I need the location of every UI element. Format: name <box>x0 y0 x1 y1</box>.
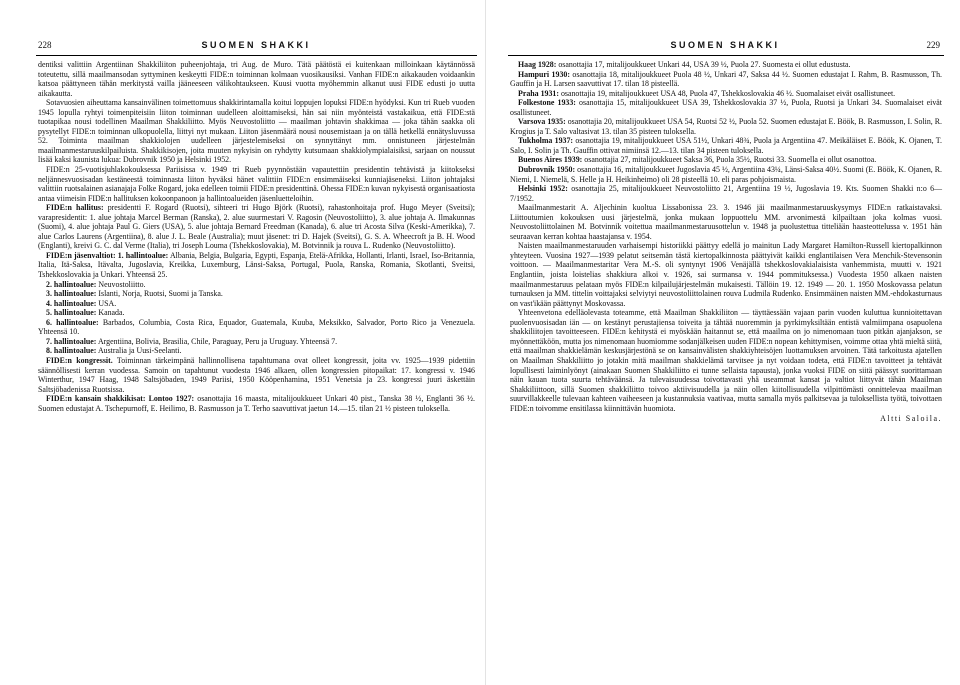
paragraph-lead: 3. hallintoalue: <box>46 289 97 299</box>
left-paragraph <box>38 299 475 309</box>
paragraph-lead: 6. hallintoalue: <box>46 317 99 327</box>
paragraph-text: Islanti, Norja, Ruotsi, Suomi ja Tanska. <box>98 289 223 299</box>
right-paragraph <box>510 70 942 89</box>
paragraph-lead: 5. hallintoalue: <box>46 308 97 318</box>
paragraph-text: osanottajia 27, mitalijoukkueet Saksa 36, Puola 35½, Ruotsi 33. Suomella ei ollut osanottoa. <box>584 155 877 165</box>
paragraph-text: dentiksi valittiin Argentiinan Shakkiliiton puheenjohtaja, tri Aug. de Muro. Tätä päätöstä ei kuitenkaan milloinkaan käytännössä toteutettu, sillä maailmansodan syttyminen keskeytti FIDE:n toiminnan kolmaan vuosikausiksi. Vanhan FIDE:n aikakauden voidaankin katsoa päättyneen tähän merkitystä vailla jääneeseen välikohtaukseen. Kuusi vuotta myöhemmin alkanut uusi FIDE edusti jo uutta aikakautta. <box>38 60 475 98</box>
right-paragraph <box>510 155 942 165</box>
left-paragraph <box>38 356 475 394</box>
paragraph-text: osanottajia 16 maasta, mitalijoukkueet Unkari 40 pist., Tanska 38 ½, Englanti 36 ½. Suomen edustajat A. Tschepurnoff, E. Heilimo, B. Rasmusson ja T. Terho saavuttivat jaetun 14.—15. tilan 21 ½ pisteen tuloksella. <box>38 394 475 413</box>
paragraph-lead: Dubrovnik 1950: <box>518 165 576 175</box>
paragraph-lead: Tukholma 1937: <box>518 136 574 146</box>
right-running-title: SUOMEN SHAKKI <box>670 40 780 50</box>
left-paragraph <box>38 308 475 318</box>
paragraph-lead: FIDE:n kansain shakkikisat: Lontoo 1927: <box>46 394 195 404</box>
left-paragraph <box>38 165 475 203</box>
left-paragraph <box>38 280 475 290</box>
right-page-number: 229 <box>926 40 940 50</box>
left-running-title: SUOMEN SHAKKI <box>201 40 311 50</box>
paragraph-text: USA. <box>98 298 117 308</box>
paragraph-text: Australia ja Uusi-Seelanti. <box>97 346 182 356</box>
left-paragraph <box>38 346 475 356</box>
right-paragraph <box>510 98 942 117</box>
paragraph-text: Neuvostoliitto. <box>98 279 146 289</box>
paragraph-lead: Buenos Aires 1939: <box>518 155 583 165</box>
paragraph-lead: Hampuri 1930: <box>518 69 570 79</box>
paragraph-text: osanottajia 19, mitalijoukkueet USA 51½, Unkari 48¾, Puola ja Argentiina 47. Meikäläiset E. Böök, K. Ojanen, T. Salo, I. Solin ja Th. Gauffin ottivat nimiinsä 12.—13. tilan 34 pisteen tuloksella. <box>510 136 942 155</box>
paragraph-lead: Folkestone 1933: <box>518 98 576 108</box>
paragraph-lead: Haag 1928: <box>518 60 557 69</box>
right-paragraph <box>510 89 942 99</box>
paragraph-text: osanottajia 20, mitalijoukkueet USA 54, Ruotsi 52 ½, Puola 52. Suomen edustajat E. Böök, B. Rasmusson, I. Solin, R. Krogius ja T. Salo valtasivat 13. tilan 35 pisteen tuloksella. <box>510 117 942 136</box>
left-paragraph <box>38 318 475 337</box>
book-gutter <box>485 0 486 685</box>
paragraph-text: Sotavuosien aiheuttama kansainvälinen toimettomuus shakkirintamalla koitui loppujen lopuksi FIDE:n hyödyksi. Kun tri Rueb vuoden 1945 lopulla ryhtyi toimenpiteisiin liiton toiminnan uudelleen aloittamiseksi, hän sai niin myönteistä vastakaikua, että FIDE:stä tuotapikaa nousi todellinen Maailman Shakkiliitto. Myös Neuvostoliitto — maailman johtavin shakkimaa — joka tähän saakka oli pysytellyt FIDE:n toiminnan ulkopuolella, liittyi nyt mukaan. Liiton jäsenmäärä nousi nousemistaan ja on tällä hetkellä ennätysluvussa 52. Toiminta maailman shakkiolojen uudelleen järjestelemiseksi on synnyttänyt mm. onnistuneen järjestelmän maailmanmestaruuskilpailuista. Shakkikisojen, joita muuten nykyisin on ryhdytty kutsumaan shakkiolympialaisiksi, sarjaan on noussut lisää kaksi kaunista lukua: Dubrovnik 1950 ja Helsinki 1952. <box>38 98 475 165</box>
paragraph-text: Yhteenvetona edelläolevasta toteamme, että Maailman Shakkiliiton — täyttäessään vajaan parin vuoden kuluttua kunnioitettavan puolenvuosisadan iän — on kestänyt perustajiensa toiveita ja tähtää nuoremmin ja pyrkimyksiltään entistä valmiimpana osapuolena shakkiliitojen tavoitteeseen. FIDE:n kehitystä ei myöskään haitannut se, että maailma on jo nimenomaan tuon pitkän ajanjakson, se myönnettäköön, mutta jos nimenomaan huomiomme sodanjälkeisen uuden FIDE:n nopean kehittymisen, voimme ottaa yhtä mieltä siitä, että maailman shakkielämän keskusjärjestönä se on kansainvälisten shakkiyhteisöjen luottamuksen arvoinen. Tätä tarkoitusta ajatellen on Maailman Shakkiliitto jo jotakin mitä maailman shakkielämä tarvitsee ja nyt voidaan todeta, että FIDE:n tavoitteet ja tehtävät lopullisesti laiminlyönyt (ainakaan Suomen Shakkiliitto ei tunne sellaista tapausta), jonka vuoksi FIDE on siitä päässyt suorittamaan näin kauan tuota suurta tehtäväänsä. Ja tulevaisuudessa toivottavasti yhä useammat kansat ja valtiot liittyvät tähän Maailman Shakkiliittoon, sillä Suomen shakkiliitto toivoo aktiivisuudella ja näin ollen kiitollisuudella vilpittömästi onnittelevaa maailman suurvillakkeelle tulevaan kahteen vaiheeseen ja kustannuksia vaativaa, mutta samalla myös palkitsevaa ja tuloksellista työtä, toivottaen FIDE:n toivomme ensitilassa kiinnittävän huomiota. <box>510 308 942 413</box>
paragraph-text: osanottajia 25, mitalijoukkueet Neuvostoliitto 21, Argentiina 19 ½, Jugoslavia 19. Kts. Suomen Shakki n:o 6—7/1952. <box>510 184 942 203</box>
paragraph-text: Barbados, Columbia, Costa Rica, Equador, Guatemala, Kuuba, Meksikko, Salvador, Porto Rico ja Venezuela. Yhteensä 10. <box>38 317 475 337</box>
paragraph-text: osanottajia 18, mitalijoukkueet Puola 48 ½, Unkari 47, Saksa 44 ½. Suomen edustajat I. Rahm, B. Rasmusson, Th. Gauffin ja H. Larsen saavuttivat 17. tilan 18 pisteellä. <box>510 69 942 89</box>
paragraph-lead: FIDE:n jäsenvaltiot: 1. hallintoalue: <box>46 250 169 260</box>
left-paragraph <box>38 60 475 98</box>
left-paragraph <box>38 203 475 251</box>
paragraph-text: osanottajia 15, mitalijoukkueet USA 39, Tshekkoslovakia 37 ½, Puola, Ruotsi ja Unkari 34. Suomalaiset eivät osallistuneet. <box>510 98 942 117</box>
paragraph-text: osanottajia 17, mitalijoukkueet Unkari 44, USA 39 ½, Puola 27. Suomesta ei ollut edustusta. <box>558 60 851 69</box>
paragraph-lead: Varsova 1935: <box>518 117 566 127</box>
right-paragraph <box>510 203 942 241</box>
left-text-column <box>38 60 475 413</box>
left-paragraph <box>38 289 475 299</box>
right-header-rule <box>508 55 944 56</box>
right-text-column <box>510 60 942 424</box>
author-signature: Altti Saloila. <box>880 414 942 424</box>
right-paragraph <box>510 308 942 413</box>
paragraph-text: osanottajia 16, mitalijoukkueet Jugoslavia 45 ½, Argentiina 43¼, Länsi-Saksa 40½. Suomi (E. Böök, K. Ojanen, R. Niemi, I. Niemelä, S. Helle ja H. Heikinheimo) oli 28 pisteellä 10. eli paras pohjoismaista. <box>510 165 942 184</box>
paragraph-text: Albania, Belgia, Bulgaria, Egypti, Espanja, Etelä-Afrikka, Hollanti, Irlanti, Israel, Iso-Britannia, Italia, Itä-Saksa, Itävalta, Jugoslavia, Kreikka, Luxemburg, Länsi-Saksa, Portugal, Puola, Ranska, Romania, Skotlanti, Sveitsi, Tshekkoslovakia ja Unkari. Yhteensä 25. <box>38 250 476 280</box>
paragraph-lead: 4. hallintoalue: <box>46 298 97 308</box>
paragraph-text: osanottajia 19, mitalijoukkueet USA 48, Puola 47, Tshekkoslovakia 46 ½. Suomalaiset eivät osallistuneet. <box>560 88 896 98</box>
paragraph-text: Maailmanmestarit A. Aljechinin kuoltua Lissabonissa 23. 3. 1946 jäi maailmanmestaruuskysymys FIDE:n ratkaistavaksi. Liittoutumien kokouksen uusi järjestelmä, jonka mukaan loppuottelu MM. arvonimestä kilpailtaan joka kolmas vuosi. Neuvostoliittolainen M. Botvinnik voitettua maailmanmestaruusottelun v. 1948 ja puolustettua titteliään haasteottelussa v. 1951 hän seuraavan kerran kohtaa haastajansa v. 1954. <box>510 203 942 241</box>
left-running-head <box>38 38 474 52</box>
paragraph-lead: 7. hallintoalue: <box>46 336 97 346</box>
right-paragraph <box>510 184 942 203</box>
paragraph-text: Argentiina, Bolivia, Brasilia, Chile, Paraguay, Peru ja Uruguay. Yhteensä 7. <box>97 336 338 346</box>
right-paragraph <box>510 60 942 70</box>
left-paragraph <box>38 337 475 347</box>
paragraph-lead: 2. hallintoalue: <box>46 279 97 289</box>
left-page-number: 228 <box>38 40 52 50</box>
paragraph-lead: 8. hallintoalue: <box>46 346 97 356</box>
right-paragraph <box>510 165 942 184</box>
left-paragraph <box>38 251 475 280</box>
paragraph-lead: Praha 1931: <box>518 88 559 98</box>
right-running-head <box>510 38 940 52</box>
paragraph-lead: Helsinki 1952: <box>518 184 568 194</box>
paragraph-lead: FIDE:n kongressit. <box>46 355 113 365</box>
paragraph-text: FIDE:n 25-vuotisjuhlakokouksessa Pariisissa v. 1949 tri Rueb pyynnöstään vapautettiin presidentin tehtävistä ja kiitokseksi neljännesvuosisadan kestäneestä toiminnasta liiton hyväksi hänet valittiin FIDE:n ensimmäiseksi kunniajäseneksi. Liiton johtajaksi valittiin ruotsalainen asianajaja Folke Rogard, joka edelleen toimii FIDE:n presidenttinä. Ohessa FIDE:n kuvan nykyisestä organisaatiosta antaa viimeisin FIDE:n hallituksen kokoonpanoon ja hallintoalueiden jäsenluetteloihin. <box>38 165 475 203</box>
left-header-rule <box>36 55 477 56</box>
left-paragraph <box>38 394 475 413</box>
paragraph-text: Naisten maailmanmestaruuden varhaisempi historiikki päättyy edellä jo mainitun Lady Margaret Hamilton-Russell kiertopalkinnon yhteyteen. Vuosina 1927—1939 pelatut seitsemän tästä kiertopalkinnosta päättyivät kaikki englantilaisen Vera Menchik-Stevensonin voittoon. — Maailmanmestaritar Vera M.-S. oli syntynyt 1906 Venäjällä tshekkoslovakialaisista vanhemmista, muutti v. 1921 Englantiin, joista loistelias shakkiura alkoi v. 1926, sai surmansa v. 1944 pommituksessa.) Vuodesta 1950 alkaen naisten maailmanmestaruus pelataan myös FIDE:n kilpailujärjestelmän mukaisesti. Tällöin 19. 12. 1949 — 20. 1. 1950 Moskovassa pelatun turnauksen ja MM. tittelin voittajaksi selviytyi neuvostoliittolainen rouva Ludmila Rudenko. Ensimmäinen naisten MM.-ehdokasturnaus on vast'ikään päättynyt Moskovassa. <box>510 241 942 308</box>
paragraph-text: presidentti F. Rogard (Ruotsi), sihteeri tri Hugo Björk (Ruotsi), rahastonhoitaja prof. Hugo Meyer (Sveitsi); varapresidentit: 1. alue johtaja Marcel Berman (Ranska), 2. alue suurmestari V. Ragosin (Neuvostoliitto), 3. alue johtaja A. Ilmakunnas (Suomi), 4. alue johtaja Paul G. Giers (USA), 5. alue johtaja Bernard Freedman (Kanada), 6. alue tri Acosta Silva (Keski-Amerikka), 7. alue Carlos Laurens (Argentiina), 8. alue J. L. Beale (Australia); muut jäsenet: tri D. Hajek (Sveitsi), G. S. A. Wheecroft ja B. H. Wood (Englanti), kreivi G. C. dal Verme (Italia), tri Joseph Louma (Tshekkoslovakia), M. Botvinnik ja rouva L. Rudenko (Neuvostoliitto). <box>38 203 475 251</box>
paragraph-text: Toiminnan tärkeimpänä hallinnollisena tapahtumana ovat olleet kongressit, joita vv. 1925—1939 pidettiin säännöllisesti kerran vuodessa. Samoin on tapahtunut vuodesta 1946 alkaen, ollen kongressien pitopaikat: 17. kongressi v. 1946 Winterthur, 1947 Haag, 1948 Saltsjöbaden, 1949 Pariisi, 1950 Kööpenhamina, 1951 Venetsia ja 23. kongressi juuri äskettäin Saltsjöbadenissa Ruotsissa. <box>38 355 475 394</box>
right-paragraph <box>510 241 942 308</box>
right-paragraph <box>510 117 942 136</box>
paragraph-lead: FIDE:n hallitus: <box>46 203 104 213</box>
paragraph-text: Kanada. <box>98 308 125 318</box>
right-paragraph <box>510 136 942 155</box>
left-paragraph <box>38 98 475 165</box>
